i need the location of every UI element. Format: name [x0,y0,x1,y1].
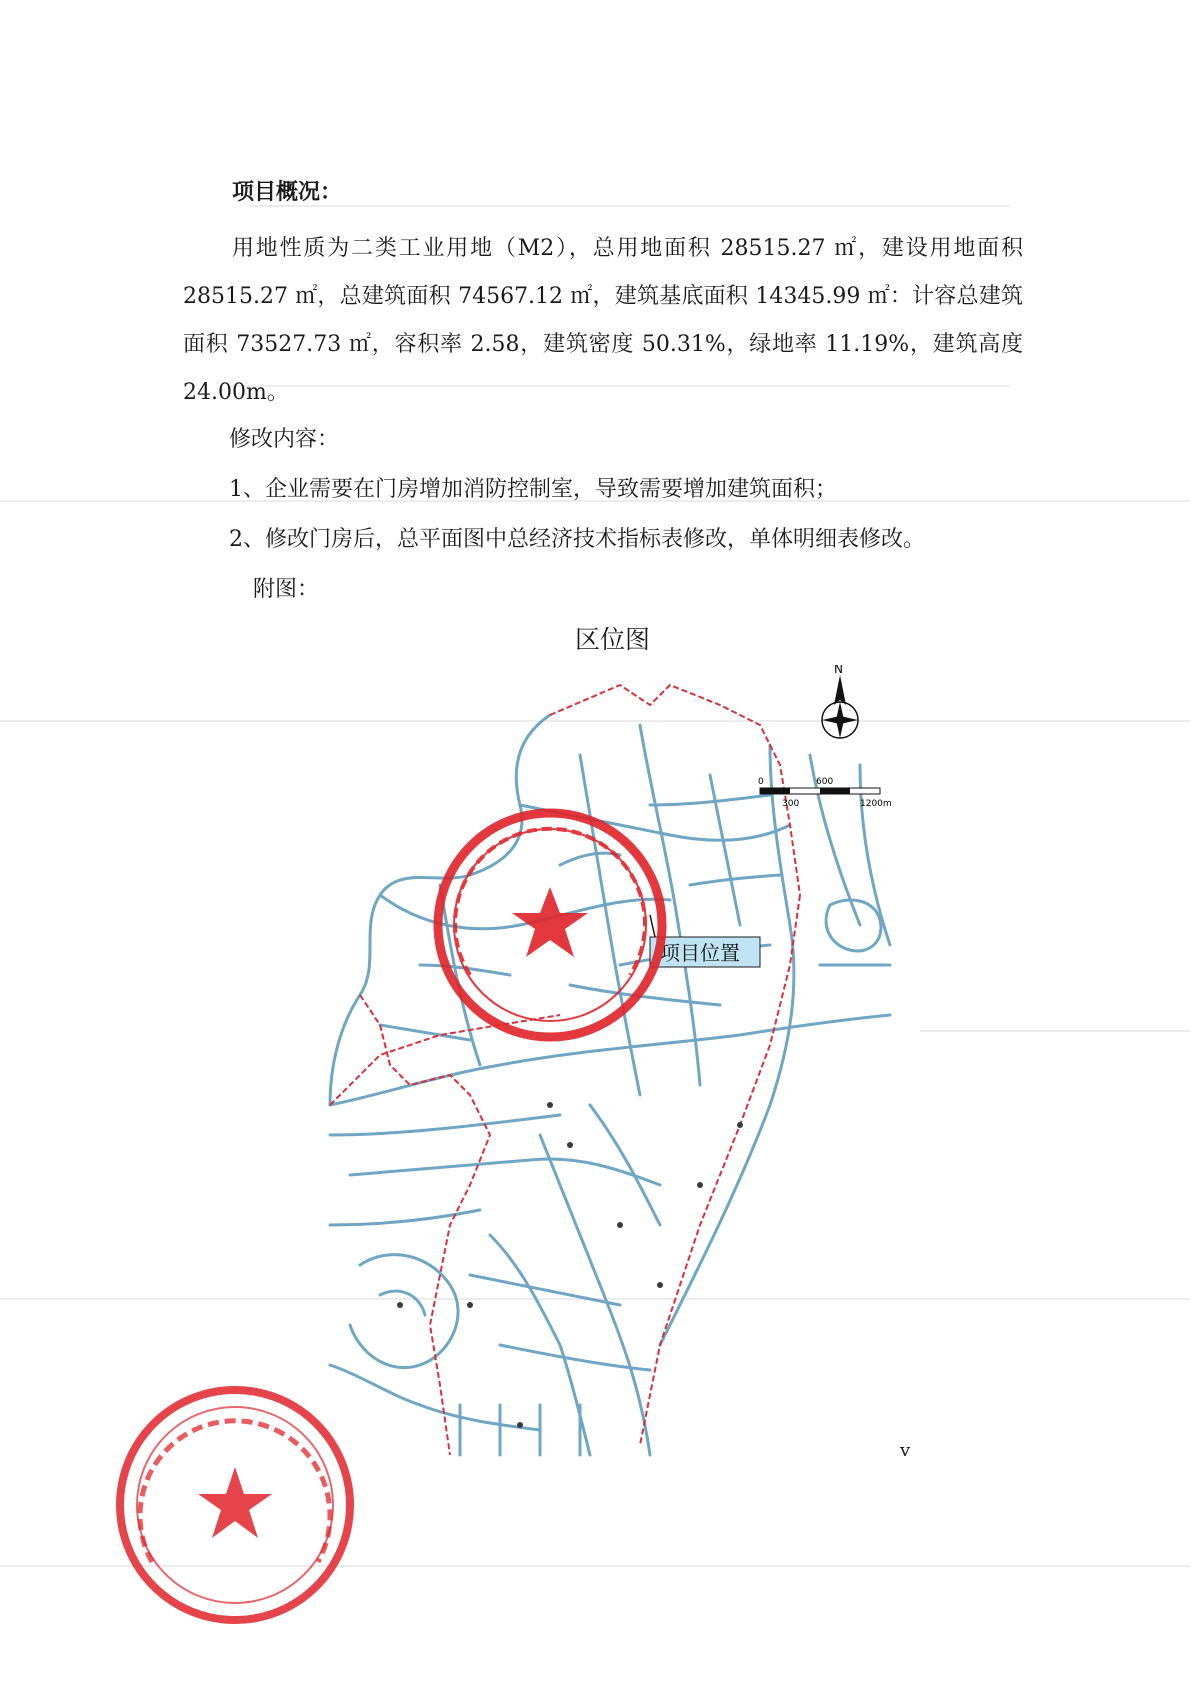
project-location-label: 项目位置 [660,941,740,965]
seal-star-icon [512,887,588,957]
scale-tick-300: 300 [782,799,800,809]
section-heading-overview: 项目概况： [232,179,343,205]
official-seal-map [438,813,662,1037]
bleed-through-line [250,205,1010,207]
scale-bar [758,777,892,809]
attachment-label: 附图： [253,577,320,602]
north-arrow-icon [822,665,858,738]
bleed-through-line [920,1030,1190,1032]
change-item-2: 2、修改门房后，总平面图中总经济技术指标表修改，单体明细表修改。 [229,527,925,552]
north-label: N [834,665,843,676]
overview-paragraph: 用地性质为二类工业用地（M2），总用地面积 28515.27 ㎡，建设用地面积 28515.27 ㎡，总建筑面积 74567.12 ㎡，建筑基底面积 14345.99 ㎡：计容总建筑面积 73527.73 ㎡，容积率 2.58，建筑密度 50.31%，绿地率 11.19%，建筑高度 24.00m。 [183,236,1023,405]
official-seal-bottom-left [112,1382,358,1628]
scale-tick-600: 600 [816,777,834,787]
scale-tick-1200: 1200m [860,799,892,809]
changes-heading: 修改内容： [229,427,340,452]
scale-tick-0: 0 [758,777,764,787]
change-item-1: 1、企业需要在门房增加消防控制室，导致需要增加建筑面积； [229,477,837,502]
project-location-marker [650,915,760,967]
location-map [320,665,900,1465]
footer-mark: v [900,1440,911,1461]
seal-star-icon [198,1467,272,1538]
map-title: 区位图 [575,625,651,654]
